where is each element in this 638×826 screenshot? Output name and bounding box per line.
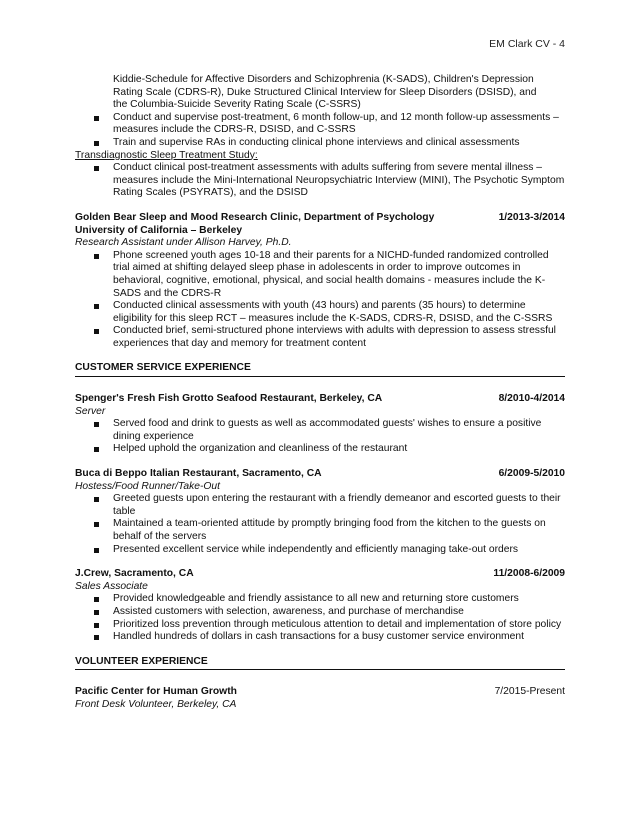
transdiagnostic-heading: Transdiagnostic Sleep Treatment Study:	[75, 149, 258, 161]
org-name: Buca di Beppo Italian Restaurant, Sacramento, CA	[75, 468, 322, 480]
job-header	[75, 393, 565, 406]
role-title: Sales Associate	[75, 580, 148, 592]
bullet-item: Conduct clinical post-treatment assessments with adults suffering from severe mental illness – measures include the Mini-International Neuropsychiatric Interview (MINI), The Psychotic Symptom Rating Scales (PSYRATS), and the DSISD	[75, 162, 565, 200]
continued-line: Rating Scale (CDRS-R), Duke Structured Clinical Interview for Sleep Disorders (DSISD), and	[113, 86, 537, 98]
entry-dates: 6/2009-5/2010	[498, 468, 565, 480]
bullet-item: Conducted brief, semi-structured phone interviews with adults with depression to assess stressful experiences that day and memory for treatment content	[75, 325, 565, 350]
role-title: Hostess/Food Runner/Take-Out	[75, 480, 220, 492]
entry-dates: 8/2010-4/2014	[498, 393, 565, 405]
entry-dates: 7/2015-Present	[494, 686, 565, 698]
bullet-item: Phone screened youth ages 10-18 and their parents for a NICHD-funded randomized controlled trial aimed at shifting delayed sleep phase in adolescents in order to improve outcomes in behavioral, cognitive, emotional, physical, and social health domains - measures include the K-SADS and the CDRS-R	[75, 250, 565, 300]
job-header	[75, 568, 565, 581]
page-content	[75, 74, 565, 712]
golden-bear-entry-header	[75, 212, 565, 225]
transdiagnostic-bullets	[75, 162, 565, 200]
job-bullets	[75, 418, 565, 456]
customer-service-heading: CUSTOMER SERVICE EXPERIENCE	[75, 362, 565, 377]
volunteer-heading: VOLUNTEER EXPERIENCE	[75, 656, 565, 671]
entry-dates: 1/2013-3/2014	[498, 211, 565, 223]
org-name: Golden Bear Sleep and Mood Research Clinic, Department of Psychology	[75, 211, 435, 223]
bullet-item: Train and supervise RAs in conducting clinical phone interviews and clinical assessments	[75, 137, 565, 150]
bullet-item: Served food and drink to guests as well as accommodated guests' wishes to ensure a positive dining experience	[75, 418, 565, 443]
bullet-item: Greeted guests upon entering the restaurant with a friendly demeanor and escorted guests to their table	[75, 493, 565, 518]
bullet-item: Maintained a team-oriented attitude by promptly bringing food from the kitchen to the guests on behalf of the servers	[75, 518, 565, 543]
golden-bear-bullets	[75, 250, 565, 351]
bullet-item: Presented excellent service while independently and efficiently managing take-out orders	[75, 544, 565, 557]
continued-text	[113, 74, 565, 112]
bullet-item: Handled hundreds of dollars in cash transactions for a busy customer service environment	[75, 631, 565, 644]
bullet-item: Provided knowledgeable and friendly assistance to all new and returning store customers	[75, 593, 565, 606]
bullet-item: Assisted customers with selection, awareness, and purchase of merchandise	[75, 606, 565, 619]
job-bullets	[75, 593, 565, 643]
org-name: Pacific Center for Human Growth	[75, 686, 237, 698]
role-title: Server	[75, 405, 106, 417]
volunteer-entry-header	[75, 686, 565, 699]
role-title: Front Desk Volunteer, Berkeley, CA	[75, 698, 237, 710]
bullet-item: Conduct and supervise post-treatment, 6 month follow-up, and 12 month follow-up assessments – measures include the CDRS-R, DSISD, and C-SSRS	[75, 112, 565, 137]
bullet-item: Prioritized loss prevention through meticulous attention to detail and implementation of store policy	[75, 619, 565, 632]
bullet-item: Conducted clinical assessments with youth (43 hours) and parents (35 hours) to determine eligibility for this sleep RCT – measures include the K-SADS, CDRS-R, DSISD, and the C-SSRS	[75, 300, 565, 325]
org-name: Spenger's Fresh Fish Grotto Seafood Restaurant, Berkeley, CA	[75, 393, 383, 405]
continued-bullets	[75, 112, 565, 150]
bullet-item: Helped uphold the organization and cleanliness of the restaurant	[75, 443, 565, 456]
job-header	[75, 468, 565, 481]
page-header: EM Clark CV - 4	[489, 38, 565, 50]
job-bullets	[75, 493, 565, 556]
role-title: Research Assistant under Allison Harvey, Ph.D.	[75, 237, 292, 249]
org-name: J.Crew, Sacramento, CA	[75, 568, 194, 580]
continued-line: the Columbia-Suicide Severity Rating Scale (C-SSRS)	[113, 99, 361, 111]
entry-dates: 11/2008-6/2009	[493, 568, 565, 580]
continued-line: Kiddie-Schedule for Affective Disorders and Schizophrenia (K-SADS), Children's Depression	[113, 74, 534, 85]
university-name: University of California – Berkeley	[75, 224, 243, 236]
